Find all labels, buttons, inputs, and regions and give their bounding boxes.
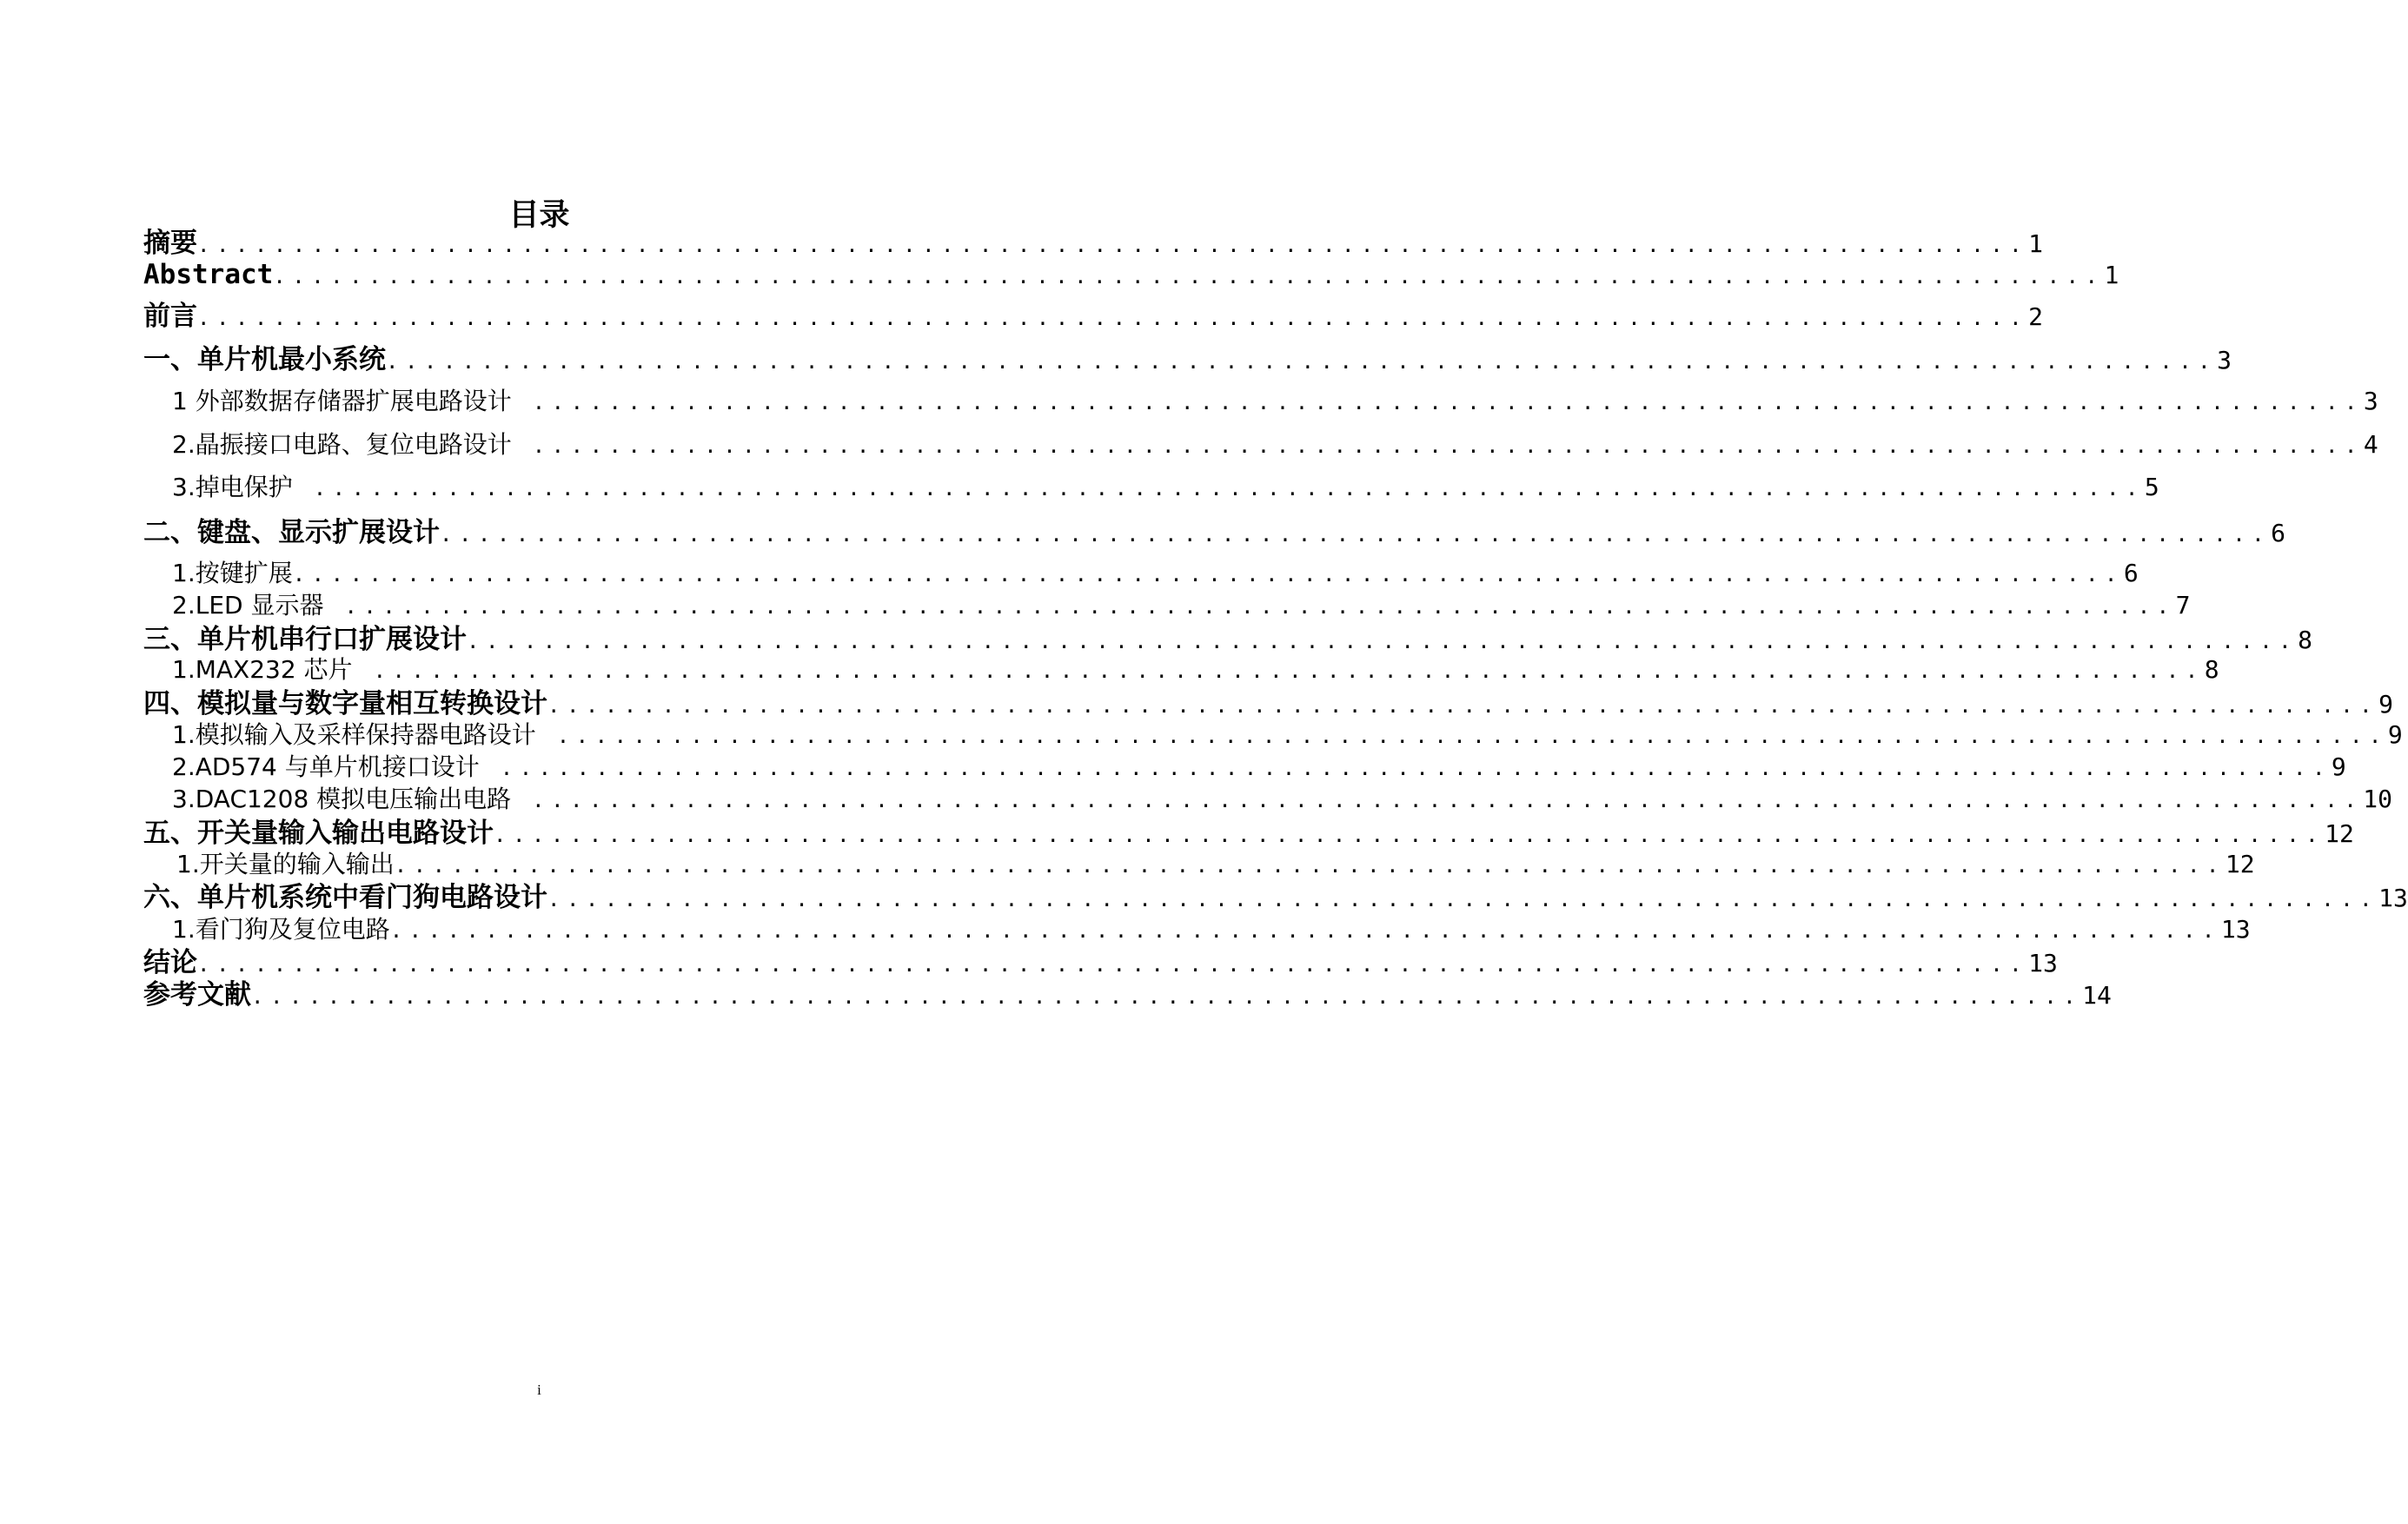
dot-leader: ................................................................................................ [532,433,2364,458]
toc-entry-label: 3.掉电保护 [172,473,293,502]
toc-entry-page: 3 [2217,346,2232,375]
toc-entry-label: Abstract [143,258,274,290]
page-title: 目录 [508,198,570,233]
toc-entry-label: 参考文献 [143,978,251,1010]
toc-entry[interactable] [143,780,2392,814]
toc-entry-label: 2.AD574 与单片机接口设计 [172,752,480,782]
toc-entry-page: 9 [2331,752,2346,782]
dot-leader: ................................................................................................ [313,475,2145,500]
toc-entry-page: 14 [2082,981,2112,1010]
toc-entry-label: 结论 [143,946,197,978]
toc-entry-page: 9 [2387,720,2403,750]
toc-entry-label: 一、单片机最小系统 [143,343,386,375]
toc-entry[interactable] [143,813,2354,849]
toc-entry-page: 9 [2378,690,2393,719]
toc-entry-label: 前言 [143,300,197,332]
toc-entry-label: 1 外部数据存储器扩展电路设计 [172,387,512,416]
dot-leader: ................................................................................................ [197,951,2029,977]
dot-leader: ................................................................................................ [556,723,2388,748]
toc-entry-page: 10 [2363,785,2392,814]
dot-leader: ................................................................................................ [532,787,2364,812]
dot-leader: ................................................................................................ [467,628,2299,653]
toc-entry[interactable] [143,554,2139,588]
toc-entry-page: 3 [2363,387,2378,416]
toc-entry-label: 二、键盘、显示扩展设计 [143,516,440,548]
dot-leader: ................................................................................................ [547,886,2379,911]
toc-entry-label: 3.DAC1208 模拟电压输出电路 [172,785,512,814]
toc-entry-label: 四、模拟量与数字量相互转换设计 [143,687,547,719]
toc-entry-label: 2.晶振接口电路、复位电路设计 [172,430,512,460]
toc-entry-label: 1.开关量的输入输出 [176,850,395,879]
dot-leader: ................................................................................................ [500,755,2332,780]
toc-entry[interactable] [143,468,2159,502]
dot-leader: ................................................................................................ [292,561,2124,586]
toc-entry[interactable] [143,620,2312,655]
page-number: i [537,1382,541,1398]
toc-entry-page: 2 [2028,302,2043,332]
dot-leader: ................................................................................................ [373,658,2205,683]
toc-entry[interactable] [143,426,2378,460]
toc-entry[interactable] [143,975,2112,1010]
dot-leader: ................................................................................................ [197,305,2029,330]
toc-entry[interactable] [143,845,2255,879]
toc-entry[interactable] [143,651,2219,685]
dot-leader: ................................................................................................ [273,263,2105,288]
toc-entry-page: 8 [2298,626,2312,655]
dot-leader: ................................................................................................ [532,389,2364,414]
toc-entry[interactable] [143,684,2393,719]
dot-leader: ................................................................................................ [440,521,2272,547]
toc-entry-page: 5 [2144,473,2159,502]
toc-entry-label: 六、单片机系统中看门狗电路设计 [143,881,547,913]
dot-leader: ................................................................................................ [251,984,2083,1009]
toc-entry[interactable] [143,255,2119,290]
toc-entry[interactable] [143,340,2232,375]
toc-entry-label: 五、开关量输入输出电路设计 [143,817,494,849]
toc-entry-page: 13 [2028,949,2058,978]
toc-entry-page: 7 [2175,591,2191,620]
toc-entry[interactable] [143,382,2378,416]
toc-entry-page: 4 [2363,430,2378,460]
dot-leader: ................................................................................................ [386,348,2218,374]
toc-entry-label: 摘要 [143,227,197,259]
dot-leader: ................................................................................................ [344,593,2176,619]
toc-entry-page: 6 [2123,559,2139,588]
toc-entry[interactable] [143,513,2285,548]
dot-leader: ................................................................................................ [394,852,2226,878]
toc-entry[interactable] [143,911,2251,944]
toc-entry[interactable] [143,223,2043,259]
dot-leader: ................................................................................................ [494,822,2325,847]
toc-entry-label: 1.按键扩展 [172,559,293,588]
dot-leader: ................................................................................................ [389,918,2221,943]
toc-entry[interactable] [143,878,2408,913]
toc-entry[interactable] [143,296,2043,332]
toc-entry-page: 13 [2378,884,2408,913]
toc-entry-label: 2.LED 显示器 [172,591,324,620]
toc-entry-page: 12 [2225,850,2255,879]
toc-entry-label: 1.模拟输入及采样保持器电路设计 [172,720,536,750]
toc-entry[interactable] [143,586,2191,620]
toc-entry-label: 1.MAX232 芯片 [172,655,353,685]
toc-entry-page: 12 [2325,819,2354,849]
dot-leader: ................................................................................................ [547,692,2379,718]
toc-entry-label: 三、单片机串行口扩展设计 [143,623,467,655]
toc-entry[interactable] [143,943,2058,978]
toc-entry-page: 1 [2028,229,2043,259]
toc-entry-page: 13 [2220,915,2251,944]
toc-entry-page: 8 [2204,655,2219,685]
toc-entry-page: 1 [2104,261,2119,290]
toc-entry[interactable] [143,748,2346,782]
toc-entry-label: 1.看门狗及复位电路 [172,915,390,944]
toc-entry-page: 6 [2271,519,2285,548]
toc-entry[interactable] [143,716,2403,750]
dot-leader: ................................................................................................ [197,232,2029,257]
